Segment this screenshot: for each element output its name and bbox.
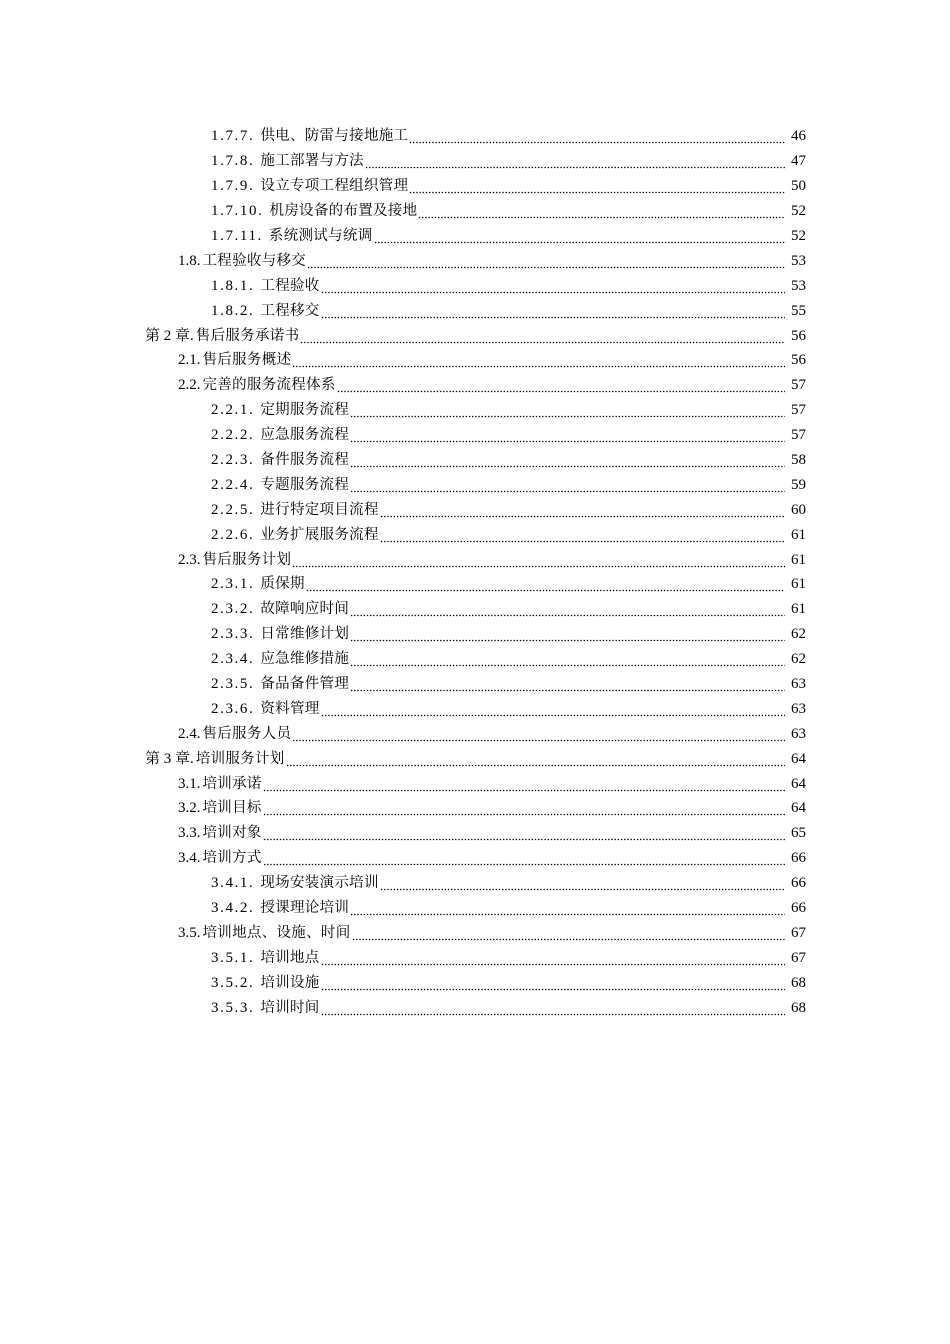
toc-entry-title: 培训服务计划 — [195, 750, 285, 767]
toc-entry-number: 3.4.1. — [211, 875, 255, 892]
dot-leader — [350, 452, 785, 468]
toc-entry-page-number: 68 — [791, 999, 806, 1016]
toc-entry-page-number: 47 — [791, 153, 806, 170]
dot-leader — [380, 502, 785, 518]
toc-entry-page-number: 61 — [791, 526, 806, 543]
toc-entry[interactable] — [0, 821, 950, 846]
toc-entry[interactable] — [0, 398, 950, 423]
toc-entry-title: 培训设施 — [260, 974, 320, 991]
toc-entry-number: 第 2 章. — [145, 327, 194, 344]
toc-entry-page-number: 63 — [791, 700, 806, 717]
dot-leader — [350, 477, 785, 493]
dot-leader — [321, 278, 785, 294]
toc-entry[interactable] — [0, 995, 950, 1020]
toc-entry-number: 2.2.3. — [211, 452, 255, 469]
toc-entry[interactable] — [0, 348, 950, 373]
toc-entry-title: 培训对象 — [202, 825, 262, 842]
toc-entry-number: 2.3.2. — [211, 601, 255, 618]
toc-entry[interactable] — [0, 970, 950, 995]
toc-entry-number: 第 3 章. — [145, 750, 194, 767]
toc-entry-page-number: 61 — [791, 551, 806, 568]
toc-entry[interactable] — [0, 696, 950, 721]
dot-leader — [409, 128, 785, 144]
toc-entry[interactable] — [0, 721, 950, 746]
toc-entry-number: 2.2.1. — [211, 402, 255, 419]
dot-leader — [300, 328, 785, 344]
toc-entry-title: 培训地点、设施、时间 — [202, 924, 351, 941]
toc-entry-page-number: 66 — [791, 900, 806, 917]
toc-entry-number: 2.3.1. — [211, 576, 255, 593]
toc-entry[interactable] — [0, 174, 950, 199]
toc-entry-page-number: 66 — [791, 850, 806, 867]
toc-entry[interactable] — [0, 796, 950, 821]
toc-entry-number: 2.2.4. — [211, 476, 255, 493]
toc-entry[interactable] — [0, 522, 950, 547]
dot-leader — [292, 352, 785, 368]
toc-entry-page-number: 57 — [791, 402, 806, 419]
toc-entry[interactable] — [0, 323, 950, 348]
toc-entry-title: 工程移交 — [260, 302, 320, 319]
toc-entry[interactable] — [0, 572, 950, 597]
toc-entry-number: 2.1. — [178, 352, 201, 369]
toc-entry-title: 业务扩展服务流程 — [260, 526, 379, 543]
toc-entry-number: 3.5.3. — [211, 999, 255, 1016]
toc-entry-page-number: 62 — [791, 651, 806, 668]
toc-entry-page-number: 63 — [791, 725, 806, 742]
toc-entry-number: 2.3.6. — [211, 700, 255, 717]
toc-entry-number: 1.7.7. — [211, 128, 255, 145]
toc-entry-title: 定期服务流程 — [260, 402, 350, 419]
dot-leader — [374, 228, 785, 244]
toc-entry[interactable] — [0, 273, 950, 298]
toc-entry-page-number: 57 — [791, 377, 806, 394]
toc-entry-page-number: 61 — [791, 601, 806, 618]
toc-entry-number: 3.1. — [178, 775, 201, 792]
dot-leader — [292, 552, 785, 568]
toc-entry-title: 质保期 — [260, 576, 305, 593]
toc-entry-page-number: 64 — [791, 800, 806, 817]
toc-entry-number: 1.8. — [178, 252, 201, 269]
toc-entry-number: 3.5.1. — [211, 949, 255, 966]
toc-entry-number: 2.2.5. — [211, 501, 255, 518]
toc-entry[interactable] — [0, 298, 950, 323]
toc-entry-number: 1.7.8. — [211, 153, 255, 170]
dot-leader — [321, 975, 785, 991]
dot-leader — [263, 776, 785, 792]
toc-entry-page-number: 57 — [791, 427, 806, 444]
toc-entry-page-number: 55 — [791, 302, 806, 319]
toc-entry-number: 2.3.4. — [211, 651, 255, 668]
dot-leader — [418, 203, 785, 219]
toc-entry-page-number: 59 — [791, 476, 806, 493]
dot-leader — [350, 427, 785, 443]
dot-leader — [350, 676, 785, 692]
toc-entry-page-number: 62 — [791, 626, 806, 643]
toc-entry-page-number: 46 — [791, 128, 806, 145]
toc-entry-page-number: 64 — [791, 775, 806, 792]
toc-entry-number: 2.2.6. — [211, 526, 255, 543]
toc-entry-page-number: 67 — [791, 924, 806, 941]
toc-entry[interactable] — [0, 846, 950, 871]
toc-entry-number: 2.2. — [178, 377, 201, 394]
toc-entry[interactable] — [0, 373, 950, 398]
toc-entry-title: 备品备件管理 — [260, 676, 350, 693]
toc-entry-number: 3.5.2. — [211, 974, 255, 991]
toc-entry-title: 培训承诺 — [202, 775, 262, 792]
toc-entry-title: 机房设备的布置及接地 — [269, 203, 418, 220]
toc-entry[interactable] — [0, 547, 950, 572]
toc-entry-title: 培训目标 — [202, 800, 262, 817]
toc-entry-number: 1.7.9. — [211, 178, 255, 195]
dot-leader — [263, 800, 785, 816]
toc-entry-title: 培训地点 — [260, 949, 320, 966]
toc-entry[interactable] — [0, 472, 950, 497]
dot-leader — [321, 950, 785, 966]
toc-entry-page-number: 63 — [791, 676, 806, 693]
toc-entry[interactable] — [0, 497, 950, 522]
toc-entry-title: 设立专项工程组织管理 — [260, 178, 409, 195]
toc-entry-number: 3.3. — [178, 825, 201, 842]
dot-leader — [352, 925, 786, 941]
dot-leader — [380, 875, 785, 891]
toc-entry-title: 培训时间 — [260, 999, 320, 1016]
toc-entry[interactable] — [0, 672, 950, 697]
toc-entry[interactable] — [0, 871, 950, 896]
toc-entry[interactable] — [0, 945, 950, 970]
toc-entry-page-number: 67 — [791, 949, 806, 966]
toc-entry-title: 供电、防雷与接地施工 — [260, 128, 409, 145]
toc-entry-title: 系统测试与统调 — [268, 228, 373, 244]
toc-entry[interactable] — [0, 224, 950, 249]
toc-entry-number: 2.3.3. — [211, 626, 255, 643]
toc-entry[interactable] — [0, 124, 950, 149]
toc-entry-number: 1.7.11. — [211, 228, 263, 244]
dot-leader — [409, 178, 785, 194]
toc-entry-title: 资料管理 — [260, 700, 320, 717]
dot-leader — [306, 576, 785, 592]
dot-leader — [380, 527, 785, 543]
toc-entry[interactable] — [0, 921, 950, 946]
toc-entry[interactable] — [0, 746, 950, 771]
toc-entry-title: 进行特定项目流程 — [260, 501, 379, 518]
toc-entry[interactable] — [0, 448, 950, 473]
toc-entry-number: 3.4.2. — [211, 900, 255, 917]
toc-entry[interactable] — [0, 647, 950, 672]
dot-leader — [263, 850, 785, 866]
toc-entry-title: 应急维修措施 — [260, 651, 350, 668]
toc-entry[interactable] — [0, 622, 950, 647]
toc-entry-page-number: 64 — [791, 750, 806, 767]
toc-entry[interactable] — [0, 423, 950, 448]
toc-entry-title: 故障响应时间 — [260, 601, 350, 618]
toc-entry-title: 专题服务流程 — [260, 476, 350, 493]
dot-leader — [321, 701, 785, 717]
toc-entry-page-number: 66 — [791, 875, 806, 892]
table-of-contents — [0, 124, 950, 1020]
toc-entry[interactable] — [0, 248, 950, 273]
toc-entry-page-number: 52 — [791, 228, 806, 244]
toc-entry-number: 3.2. — [178, 800, 201, 817]
toc-entry-number: 2.3. — [178, 551, 201, 568]
dot-leader — [321, 303, 785, 319]
dot-leader — [292, 726, 785, 742]
toc-entry[interactable] — [0, 771, 950, 796]
toc-entry-number: 1.8.1. — [211, 277, 255, 294]
toc-entry-title: 授课理论培训 — [260, 900, 350, 917]
toc-entry-title: 售后服务计划 — [202, 551, 292, 568]
dot-leader — [350, 651, 785, 667]
toc-entry-title: 施工部署与方法 — [260, 153, 364, 170]
toc-entry-page-number: 53 — [791, 252, 806, 269]
dot-leader — [307, 253, 785, 269]
toc-entry[interactable] — [0, 199, 950, 224]
dot-leader — [321, 1000, 785, 1016]
toc-entry-page-number: 60 — [791, 501, 806, 518]
toc-entry[interactable] — [0, 597, 950, 622]
toc-entry-title: 售后服务承诺书 — [195, 327, 300, 344]
toc-entry-title: 工程验收与移交 — [202, 252, 307, 269]
toc-entry-title: 售后服务概述 — [202, 352, 292, 369]
toc-entry-title: 工程验收 — [260, 277, 320, 294]
toc-entry-title: 现场安装演示培训 — [260, 875, 379, 892]
toc-entry-page-number: 52 — [791, 203, 806, 220]
toc-entry-page-number: 68 — [791, 974, 806, 991]
toc-entry-title: 售后服务人员 — [202, 725, 292, 742]
dot-leader — [350, 626, 785, 642]
toc-entry-title: 备件服务流程 — [260, 452, 350, 469]
toc-entry-page-number: 53 — [791, 277, 806, 294]
dot-leader — [365, 153, 785, 169]
dot-leader — [350, 402, 785, 418]
toc-entry-number: 1.7.10. — [211, 203, 264, 220]
dot-leader — [350, 900, 785, 916]
toc-entry-page-number: 65 — [791, 825, 806, 842]
toc-entry-number: 2.4. — [178, 725, 201, 742]
toc-entry-page-number: 61 — [791, 576, 806, 593]
toc-entry-title: 培训方式 — [202, 850, 262, 867]
toc-entry[interactable] — [0, 896, 950, 921]
toc-entry-number: 2.3.5. — [211, 676, 255, 693]
toc-entry-title: 日常维修计划 — [260, 626, 350, 643]
toc-entry-title: 完善的服务流程体系 — [202, 377, 336, 394]
toc-entry[interactable] — [0, 149, 950, 174]
toc-entry-page-number: 56 — [791, 352, 806, 369]
toc-entry-page-number: 50 — [791, 178, 806, 195]
toc-entry-page-number: 56 — [791, 327, 806, 344]
dot-leader — [337, 377, 785, 393]
toc-entry-page-number: 58 — [791, 452, 806, 469]
dot-leader — [350, 601, 785, 617]
toc-entry-number: 3.4. — [178, 850, 201, 867]
toc-entry-number: 3.5. — [178, 924, 201, 941]
toc-entry-number: 2.2.2. — [211, 427, 255, 444]
toc-entry-number: 1.8.2. — [211, 302, 255, 319]
dot-leader — [263, 825, 785, 841]
dot-leader — [286, 751, 785, 767]
toc-entry-title: 应急服务流程 — [260, 427, 350, 444]
